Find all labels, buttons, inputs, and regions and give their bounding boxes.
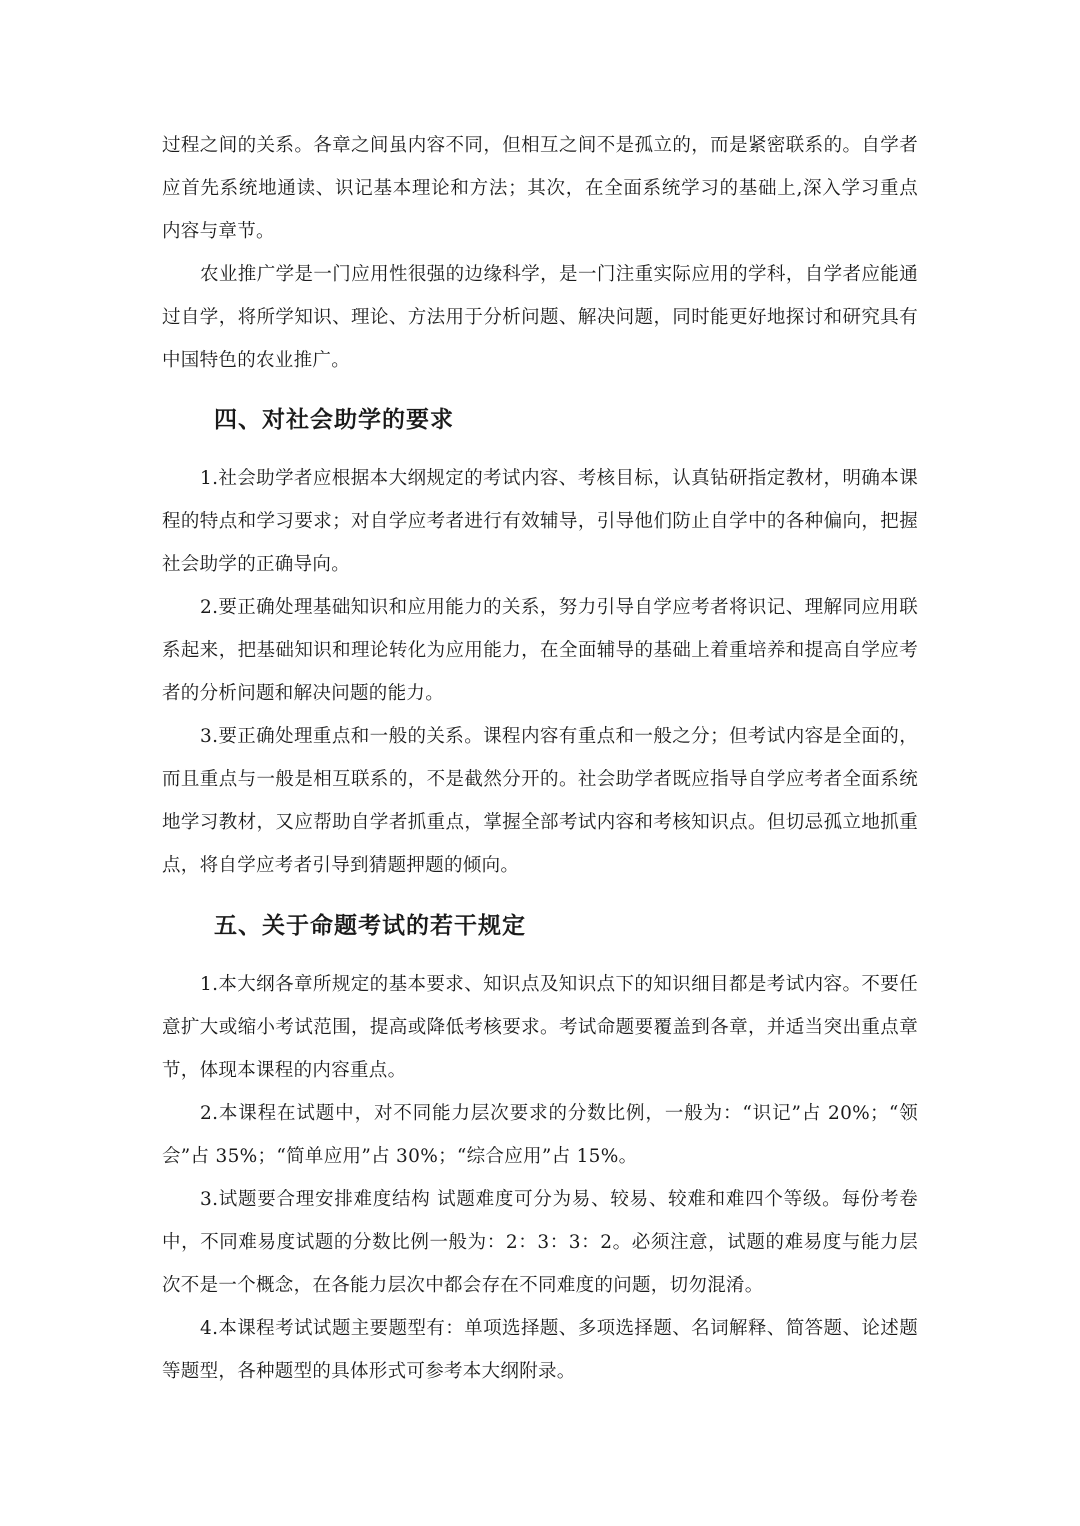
intro-paragraph-2: 农业推广学是一门应用性很强的边缘科学，是一门注重实际应用的学科，自学者应能通过自学，将所学知识、理论、方法用于分析问题、解决问题，同时能更好地探讨和研究具有中国特色的农业推广。 xyxy=(162,264,918,371)
section-4-item-2: 2.要正确处理基础知识和应用能力的关系，努力引导自学应考者将识记、理解同应用联系起来，把基础知识和理论转化为应用能力，在全面辅导的基础上着重培养和提高自学应考者的分析问题和解决问题的能力。 xyxy=(162,597,918,704)
intro-paragraph-1: 过程之间的关系。各章之间虽内容不同，但相互之间不是孤立的，而是紧密联系的。自学者应首先系统地通读、识记基本理论和方法；其次，在全面系统学习的基础上,深入学习重点内容与章节。 xyxy=(162,135,918,242)
section-5-item-2: 2.本课程在试题中，对不同能力层次要求的分数比例，一般为：“识记”占 20%；“领会”占 35%；“简单应用”占 30%；“综合应用”占 15%。 xyxy=(162,1103,918,1167)
section-5-item-1: 1.本大纲各章所规定的基本要求、知识点及知识点下的知识细目都是考试内容。不要任意扩大或缩小考试范围，提高或降低考核要求。考试命题要覆盖到各章，并适当突出重点章节，体现本课程的内容重点。 xyxy=(162,974,918,1081)
section-4-item-1: 1.社会助学者应根据本大纲规定的考试内容、考核目标，认真钻研指定教材，明确本课程的特点和学习要求；对自学应考者进行有效辅导，引导他们防止自学中的各种偏向，把握社会助学的正确导向。 xyxy=(162,468,918,575)
section-5-item-4: 4.本课程考试试题主要题型有：单项选择题、多项选择题、名词解释、简答题、论述题等题型，各种题型的具体形式可参考本大纲附录。 xyxy=(162,1318,918,1382)
section-5-item-3: 3.试题要合理安排难度结构 试题难度可分为易、较易、较难和难四个等级。每份考卷中，不同难易度试题的分数比例一般为：2：3：3：2。必须注意，试题的难易度与能力层次不是一个概念，在各能力层次中都会存在不同难度的问题，切勿混淆。 xyxy=(162,1189,918,1296)
section-5-heading: 五、关于命题考试的若干规定 xyxy=(214,913,526,939)
section-4-heading: 四、对社会助学的要求 xyxy=(214,407,454,433)
document-page xyxy=(162,124,918,1393)
section-4-item-3: 3.要正确处理重点和一般的关系。课程内容有重点和一般之分；但考试内容是全面的，而且重点与一般是相互联系的，不是截然分开的。社会助学者既应指导自学应考者全面系统地学习教材，又应帮助自学者抓重点，掌握全部考试内容和考核知识点。但切忌孤立地抓重点，将自学应考者引导到猜题押题的倾向。 xyxy=(162,726,918,876)
